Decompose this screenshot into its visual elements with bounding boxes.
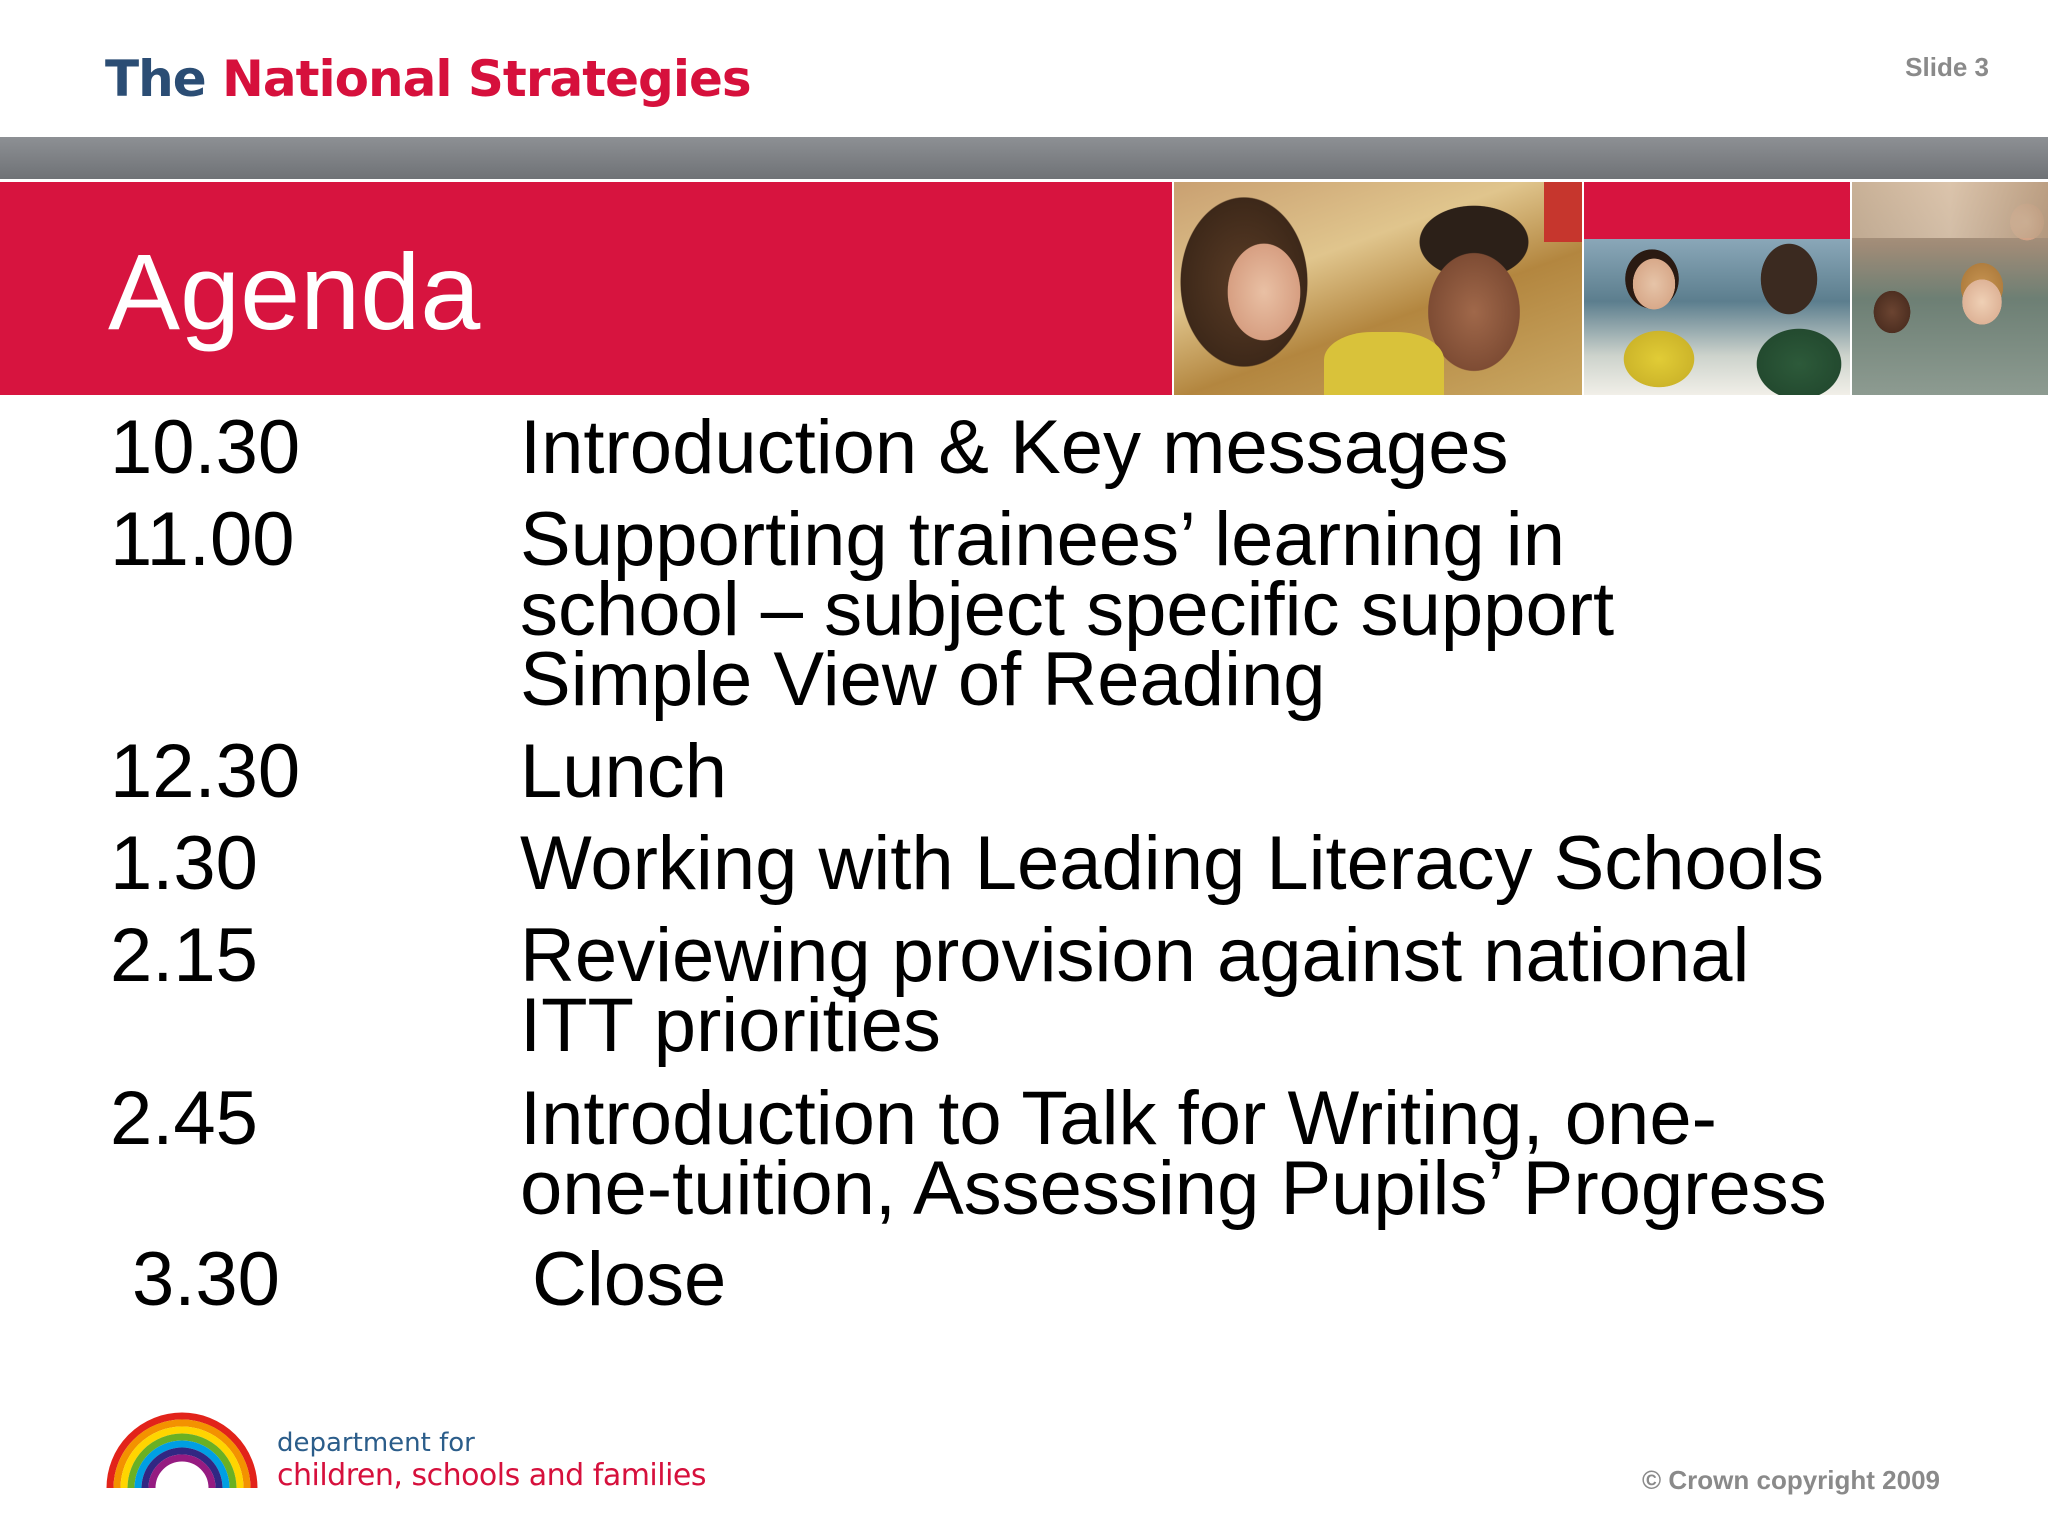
copyright-notice: © Crown copyright 2009 — [1642, 1465, 1940, 1495]
brand-national-strategies: National Strategies — [222, 50, 751, 108]
agenda-item-line: one-tuition, Assessing Pupils’ Progress — [520, 1146, 1827, 1231]
photo-classroom-scene — [1584, 239, 1850, 395]
agenda-item — [532, 1237, 2012, 1322]
slide-number: Slide 3 — [1905, 52, 1989, 82]
agenda-item — [520, 729, 2000, 814]
agenda-time: 10.30 — [110, 405, 301, 490]
agenda-item — [520, 405, 2000, 490]
photo-detail — [1852, 182, 2048, 238]
agenda-item-line: Introduction & Key messages — [520, 405, 1509, 490]
photo-classroom — [1584, 182, 1850, 395]
agenda-time: 11.00 — [110, 497, 295, 582]
brand-the: The — [105, 50, 206, 108]
agenda-time: 2.15 — [110, 913, 258, 998]
agenda-item — [520, 1076, 2000, 1231]
agenda-item-line: ITT priorities — [520, 983, 941, 1068]
agenda-item — [520, 497, 2000, 722]
agenda-time: 2.45 — [110, 1076, 258, 1161]
agenda-item-line: Introduction to Talk for Writing, one- — [520, 1076, 1717, 1161]
agenda-item-line: Reviewing provision against national — [520, 913, 1750, 998]
agenda-item — [520, 913, 2000, 1068]
slide-title: Agenda — [108, 231, 481, 352]
photo-pupils-reading — [1174, 182, 1582, 395]
dcsf-logo-text — [277, 1428, 706, 1494]
dept-line-2: children, schools and families — [277, 1458, 707, 1493]
agenda-item-line: Supporting trainees’ learning in — [520, 497, 1565, 582]
agenda-item-line: Simple View of Reading — [520, 637, 1326, 722]
agenda-time: 12.30 — [110, 729, 301, 814]
photo-detail — [1324, 332, 1444, 395]
dept-line-1: department for — [277, 1428, 475, 1458]
grey-header-band — [0, 137, 2048, 179]
agenda-item-line: Working with Leading Literacy Schools — [520, 821, 1824, 906]
agenda-item-line: school – subject specific support — [520, 567, 1615, 652]
agenda-time: 3.30 — [132, 1237, 280, 1322]
national-strategies-logo — [105, 50, 751, 108]
rainbow-logo-icon — [104, 1408, 260, 1490]
agenda-item-line: Close — [532, 1237, 727, 1322]
agenda-time: 1.30 — [110, 821, 258, 906]
agenda-item — [520, 821, 2000, 906]
photo-detail — [1544, 182, 1582, 242]
photo-children — [1852, 182, 2048, 395]
agenda-item-line: Lunch — [520, 729, 728, 814]
